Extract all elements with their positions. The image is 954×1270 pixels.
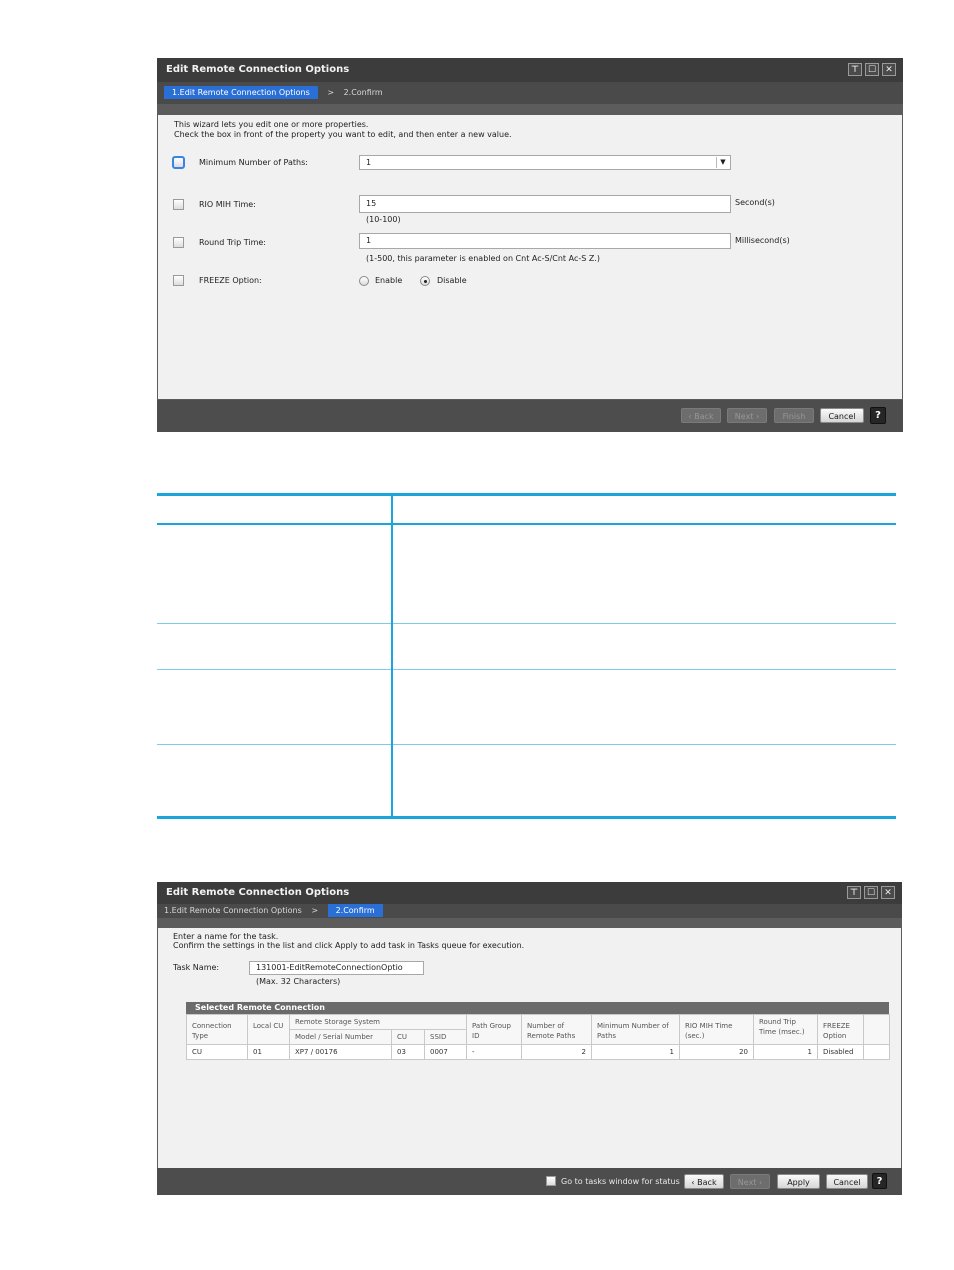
col-model-serial[interactable]: Model / Serial Number: [290, 1030, 392, 1045]
dialog-body: [158, 928, 901, 1168]
step-separator: >: [311, 906, 319, 915]
intro-text-1: Enter a name for the task.: [173, 932, 279, 941]
dialog-body: [158, 115, 902, 399]
grid-header-row: [187, 1015, 890, 1030]
table-row[interactable]: [187, 1045, 890, 1060]
col-filler: [864, 1015, 890, 1045]
col-ssid[interactable]: SSID: [425, 1030, 467, 1045]
maximize-icon[interactable]: ☐: [864, 886, 878, 899]
goto-tasks-checkbox[interactable]: [546, 1176, 556, 1186]
intro-text-2: Confirm the settings in the list and click Apply to add task in Tasks queue for execution.: [173, 941, 525, 950]
chevron-down-icon[interactable]: ▼: [716, 157, 729, 168]
rio-mih-input[interactable]: 15: [359, 195, 731, 213]
dialog-footer: [157, 1168, 902, 1195]
close-icon[interactable]: ✕: [881, 886, 895, 899]
rio-mih-label: RIO MIH Time:: [199, 200, 256, 209]
next-button[interactable]: Next ›: [730, 1174, 770, 1189]
cell-round-trip: 1: [754, 1045, 818, 1060]
cancel-button[interactable]: Cancel: [820, 408, 864, 423]
round-trip-checkbox[interactable]: [173, 237, 184, 248]
dialog-title-bar: [157, 58, 903, 82]
step-confirm: 2.Confirm: [343, 88, 383, 97]
freeze-disable-radio[interactable]: [420, 276, 430, 286]
col-rio-mih[interactable]: RIO MIH Time (sec.): [680, 1015, 754, 1045]
table-rule: [157, 744, 896, 745]
cell-min-paths: 1: [592, 1045, 680, 1060]
close-icon[interactable]: ✕: [882, 63, 896, 76]
rio-mih-hint: (10-100): [366, 215, 401, 224]
dialog-footer: [157, 400, 903, 432]
dialog-title: Edit Remote Connection Options: [166, 64, 350, 75]
wizard-steps: [157, 82, 903, 104]
cell-num-remote-paths: 2: [522, 1045, 592, 1060]
step-separator: >: [327, 88, 335, 97]
back-button[interactable]: ‹ Back: [681, 408, 721, 423]
min-paths-value: 1: [366, 158, 372, 167]
col-num-remote-paths[interactable]: Number of Remote Paths: [522, 1015, 592, 1045]
grid-title: Selected Remote Connection: [186, 1002, 889, 1014]
maximize-icon[interactable]: ☐: [865, 63, 879, 76]
step-edit-options: 1.Edit Remote Connection Options: [164, 86, 318, 99]
intro-text-2: Check the box in front of the property you want to edit, and then enter a new value.: [174, 130, 512, 139]
freeze-enable-label: Enable: [375, 276, 403, 285]
confirm-dialog: [157, 882, 902, 1195]
table-rule: [157, 669, 896, 670]
help-button[interactable]: ?: [870, 407, 886, 424]
pin-icon[interactable]: ⊤: [847, 886, 861, 899]
col-path-group-id[interactable]: Path Group ID: [467, 1015, 522, 1045]
min-paths-checkbox[interactable]: [172, 156, 185, 169]
col-round-trip[interactable]: Round Trip Time (msec.): [754, 1015, 818, 1045]
intro-text-1: This wizard lets you edit one or more properties.: [174, 120, 369, 129]
step-edit-options: 1.Edit Remote Connection Options: [164, 906, 302, 915]
dialog-title: Edit Remote Connection Options: [166, 887, 350, 898]
col-connection-type[interactable]: Connection Type: [187, 1015, 248, 1045]
col-group-remote-storage: Remote Storage System: [290, 1015, 467, 1030]
step-confirm: 2.Confirm: [328, 904, 383, 917]
cell-model-serial: XP7 / 00176: [290, 1045, 392, 1060]
task-name-hint: (Max. 32 Characters): [256, 977, 341, 986]
rio-mih-checkbox[interactable]: [173, 199, 184, 210]
cell-path-group-id: -: [467, 1045, 522, 1060]
table-rule: [157, 623, 896, 624]
description-table: [157, 493, 896, 819]
cell-rio-mih: 20: [680, 1045, 754, 1060]
col-min-paths[interactable]: Minimum Number of Paths: [592, 1015, 680, 1045]
round-trip-input[interactable]: 1: [359, 233, 731, 249]
cancel-button[interactable]: Cancel: [826, 1174, 868, 1189]
col-freeze[interactable]: FREEZE Option: [818, 1015, 864, 1045]
table-rule: [157, 523, 896, 525]
goto-tasks-label: Go to tasks window for status: [561, 1177, 680, 1186]
col-cu[interactable]: CU: [392, 1030, 425, 1045]
freeze-enable-radio[interactable]: [359, 276, 369, 286]
cell-local-cu: 01: [248, 1045, 290, 1060]
finish-button[interactable]: Finish: [774, 408, 814, 423]
cell-freeze: Disabled: [818, 1045, 864, 1060]
cell-filler: [864, 1045, 890, 1060]
round-trip-unit: Millisecond(s): [735, 236, 790, 245]
pin-icon[interactable]: ⊤: [848, 63, 862, 76]
round-trip-label: Round Trip Time:: [199, 238, 266, 247]
col-local-cu[interactable]: Local CU: [248, 1015, 290, 1045]
help-button[interactable]: ?: [872, 1173, 887, 1189]
cell-cu: 03: [392, 1045, 425, 1060]
grid-table: [186, 1014, 890, 1060]
table-column-rule: [391, 496, 393, 816]
dialog-title-bar: [157, 882, 902, 904]
cell-connection-type: CU: [187, 1045, 248, 1060]
apply-button[interactable]: Apply: [777, 1174, 820, 1189]
freeze-checkbox[interactable]: [173, 275, 184, 286]
selected-connection-grid: [186, 1002, 889, 1060]
cell-ssid: 0007: [425, 1045, 467, 1060]
freeze-label: FREEZE Option:: [199, 276, 262, 285]
task-name-input[interactable]: 131001-EditRemoteConnectionOptio: [249, 961, 424, 975]
rio-mih-unit: Second(s): [735, 198, 775, 207]
round-trip-hint: (1-500, this parameter is enabled on Cnt Ac-S/Cnt Ac-S Z.): [366, 254, 600, 263]
freeze-disable-label: Disable: [437, 276, 467, 285]
edit-options-dialog: [157, 58, 903, 432]
min-paths-label: Minimum Number of Paths:: [199, 158, 308, 167]
wizard-steps: [157, 904, 902, 918]
min-paths-select[interactable]: [359, 155, 731, 170]
next-button[interactable]: Next ›: [727, 408, 767, 423]
back-button[interactable]: ‹ Back: [684, 1174, 724, 1189]
task-name-label: Task Name:: [173, 963, 220, 972]
